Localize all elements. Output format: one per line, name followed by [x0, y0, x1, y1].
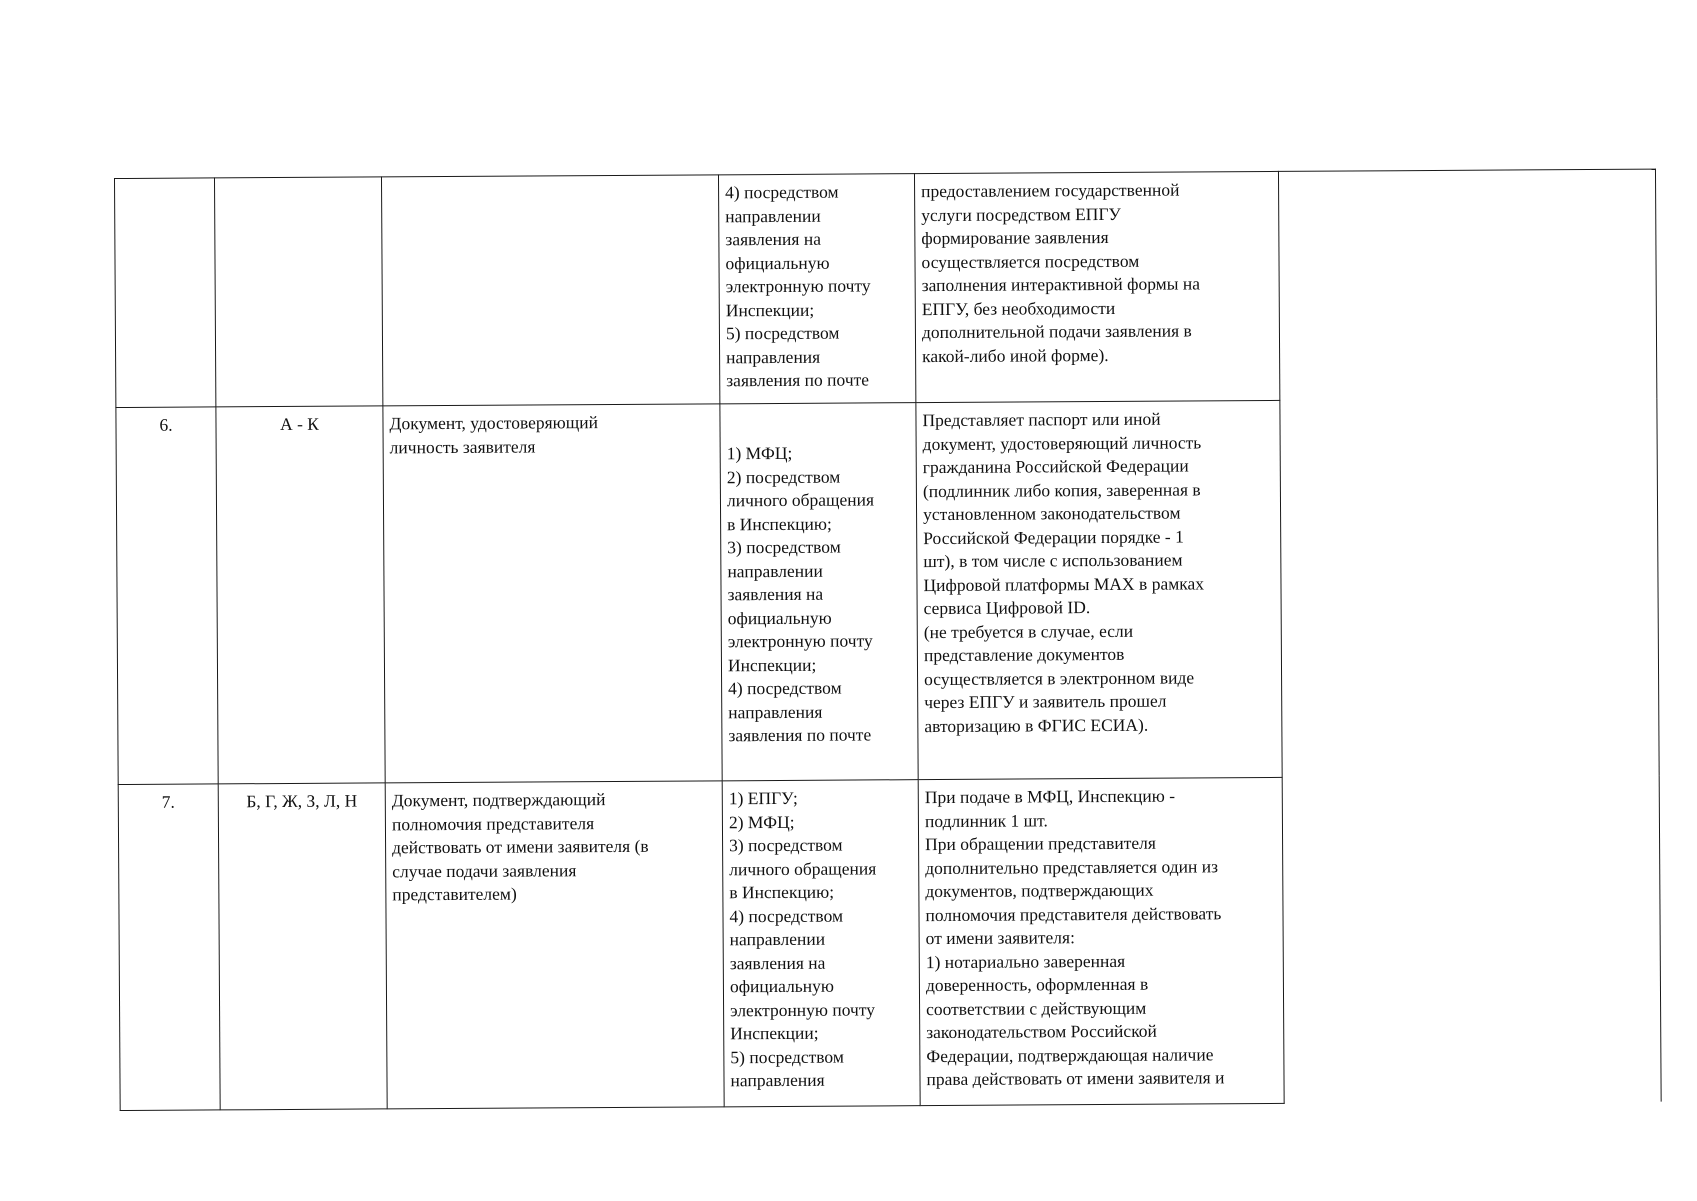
empty-cell — [1282, 775, 1661, 1103]
row-number-cell: 7. — [118, 784, 220, 1111]
table-row — [116, 398, 1659, 784]
table-row — [114, 169, 1656, 407]
submission-methods-cell: 1) ЕПГУ; 2) МФЦ; 3) посредством личного обращения в Инспекцию; 4) посредством направлении заявления на официальную электронную почту Инспекции; 5) посредством направления — [722, 780, 920, 1107]
document-name-cell — [381, 175, 719, 406]
submission-methods-cell: 4) посредством направлении заявления на официальную электронную почту Инспекции; 5) посредством направления заявления по почте — [718, 174, 915, 404]
table-row — [118, 775, 1661, 1110]
document-name-cell: Документ, удостоверяющий личность заявителя — [383, 404, 722, 783]
applicant-codes-cell: Б, Г, Ж, З, Л, Н — [218, 783, 387, 1110]
documents-table — [114, 169, 1662, 1111]
submission-methods-cell: 1) МФЦ; 2) посредством личного обращения в Инспекцию; 3) посредством направлении заявления на официальную электронную почту Инспекции; 4) посредством направления заявления по почте — [720, 403, 918, 781]
requirements-cell: Представляет паспорт или иной документ, удостоверяющий личность гражданина Российской Федерации (подлинник либо копия, заверенная в установленном законодательством Российской Федерации порядке - 1 шт), в том числе с использованием Цифровой платформы MAX в рамках сервиса Цифровой ID. (не требуется в случае, если представление документов осуществляется в электронном виде через ЕПГУ и заявитель прошел авторизацию в ФГИС ЕСИА). — [916, 400, 1282, 779]
applicant-codes-cell — [214, 177, 382, 407]
empty-cell — [1278, 169, 1656, 400]
requirements-cell: При подаче в МФЦ, Инспекцию - подлинник 1 шт. При обращении представителя дополнительно представляется один из документов, подтверждающих полномочия представителя действовать от имени заявителя: 1) нотариально заверенная доверенность, оформленная в соответствии с действующим законодательством Российской Федерации, подтверждающая наличие права действовать от имени заявителя и — [918, 777, 1284, 1105]
row-number-cell: 6. — [116, 407, 218, 785]
requirements-cell: предоставлением государственной услуги посредством ЕПГУ формирование заявления осуществляется посредством заполнения интерактивной формы на ЕПГУ, без необходимости дополнительной подачи заявления в какой-либо иной форме). — [914, 171, 1279, 402]
document-name-cell: Документ, подтверждающий полномочия представителя действовать от имени заявителя (в случае подачи заявления представителем) — [385, 781, 724, 1109]
applicant-codes-cell: А - К — [216, 406, 385, 784]
empty-cell — [1280, 398, 1659, 777]
row-number-cell — [114, 178, 215, 408]
